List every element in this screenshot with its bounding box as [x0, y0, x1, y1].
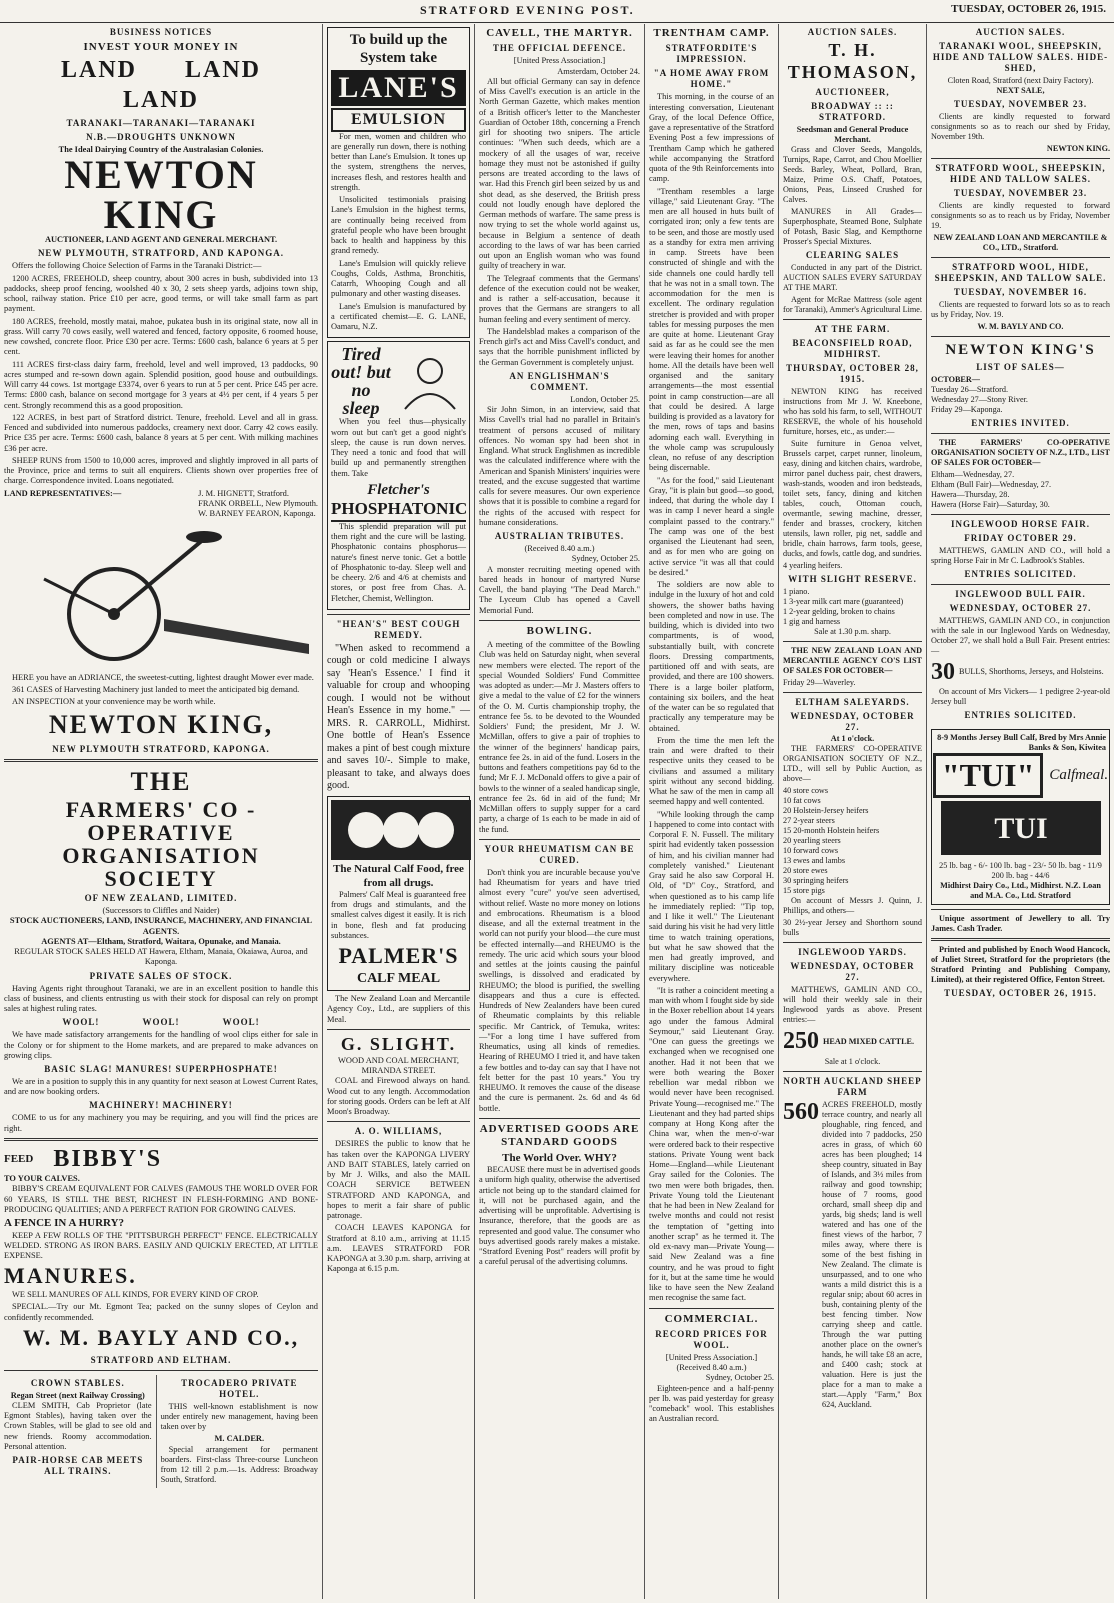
taranaki-wool-heading: TARANAKI WOOL, SHEEPSKIN, HIDE AND TALLOW SALES. HIDE-SHED, — [932, 40, 1109, 73]
kneebone-sale-text: NEWTON KING has received instructions from Mr J. W. Kneebone, who has sold his farm, to sell, WITHOUT RESERVE, the whole of his household furniture, horses, etc., as under:— — [783, 386, 922, 436]
section-heading: BUSINESS NOTICES — [109, 27, 213, 37]
coach-text: COACH LEAVES KAPONGA for Stratford at 8.10 a.m., arriving at 11.15 a.m. LEAVES STRATFORD FOR KAPONGA at 3.30 p.m. sharp, arriving at Kaponga at 6.15 p.m. — [327, 1223, 470, 1274]
newton-kings-heading: NEWTON KING'S — [945, 341, 1096, 358]
cavell-text2: The Telegraaf comments that the Germans' defence of the execution could not be weaker, and is rather a self-accusation, because it proves that the Germans are strangers to all human feeling and every sentiment of mercy. — [479, 273, 640, 324]
agent-text: Agent for McRae Mattress (sole agent for Taranaki), Ammer's Agricultural Lime. — [783, 294, 922, 314]
calf-meal-logo: CALF MEAL — [356, 971, 441, 987]
sale-item: Hawera (Horse Fair)—Saturday, 30. — [931, 499, 1050, 509]
newton-king-signature: NEWTON KING. — [1046, 143, 1110, 153]
cavell-text3: The Handelsblad makes a comparison of the French girl's act and Miss Cavell's conduct, and says that the horrible punishment inflicted by the German Government is completely unjust. — [479, 326, 640, 367]
farm-listing: 1200 ACRES, FREEHOLD, sheep country, about 300 acres in bush, subdivided into 13 paddocks, sheep proof fencing, woolshed 40 x 30, 2 sets sheep yards, adjoins town ship, school, railway station. Price £10 per acre, good terms, or will take small farm as part payment. — [4, 273, 318, 314]
rheumatism-heading: YOUR RHEUMATISM CAN BE CURED. — [484, 843, 635, 865]
acres-count: 560 — [783, 1098, 819, 1125]
fence-heading: A FENCE IN A HURRY? — [4, 1217, 125, 1230]
eltham-saleyards: ELTHAM SALEYARDS. — [795, 696, 910, 707]
midhirst-dairy: Midhirst Dairy Co., Ltd., Midhirst. N.Z. Loan and M.A. Co., Ltd. Stratford — [940, 881, 1101, 900]
commercial-heading: COMMERCIAL. — [664, 1312, 759, 1325]
wool-prices-heading: RECORD PRICES FOR WOOL. — [655, 1328, 768, 1350]
tui-logo: "TUI" — [933, 753, 1043, 798]
slight-heading: G. SLIGHT. — [340, 1033, 457, 1054]
simon-text: Sir John Simon, in an interview, said that Miss Cavell's trial had no parallel in Britain's treatment of persons accused of military offences. No woman spy had been shot in England. What struck Englishmen as incredible was the calculated indifference where with the American and Spanish Ministers' inquiries were treated, and the excuse suggested that wartime calls for severe measures. Our own experience shows that it is possible to combine a regard for the rights of the accused with respect for humane considerations. — [479, 405, 640, 527]
manures-heading: MANURES. — [4, 1263, 137, 1289]
fcos-sale-text: THE FARMERS' CO-OPERATIVE ORGANISATION SOCIETY OF N.Z., LTD., will sell by Public Auction, as above— — [783, 744, 922, 784]
reserve-line: WITH SLIGHT RESERVE. — [788, 573, 917, 584]
ideal-country: The Ideal Dairying Country of the Australasian Colonies. — [58, 144, 264, 154]
advertised-goods-heading: ADVERTISED GOODS ARE STANDARD GOODS — [479, 1122, 640, 1149]
newton-king-heading: NEWTON KING, — [48, 710, 274, 740]
nzl-item: Friday 29—Waverley. — [783, 677, 856, 687]
slag-text: We are in a position to supply this in any quantity for next season at Lowest Current Rates, and are now booking orders. — [4, 1076, 318, 1097]
trentham-text: "It is rather a coincident meeting a man with whom I fought side by side in the Boxer rebellion about 14 years ago under the famous Admiral Seymour," said Lieutenant Gray. "One can guess the greetings we exchanged when we recognised one another. Had it not been that we were both wearing the Boxer rebellion war medal ribbon we would never have been recognised. Private Young—recognised me." The Lieutenant and they had parted ships company at Hong Kong after the China war, when the men-o'-war were ordered back to their respective stations. Private Young went back Home—England—while Lieutenant Gray sailed for the Colonies. The two men were both brigades, then. Private Young told the Lieutenant that he had been in New Zealand for twelve months and could not resist the temptation of "getting into another scrap" as he termed it. The old ex-navy man—Private Young—said New Zealand was a fine country, and he was proud to fight for it, but at the same time he would like to have seen the New Zealand men recognise the same fact. — [649, 985, 774, 1303]
towns-line: NEW PLYMOUTH, STRATFORD, AND KAPONGA. — [37, 248, 285, 259]
taranaki-wool-date: TUESDAY, NOVEMBER 23. — [953, 98, 1088, 109]
special-tea: SPECIAL.—Try our Mt. Egmont Tea; packed on the sunny slopes of Ceylon and confidently recommended. — [4, 1302, 318, 1322]
cavell-heading: CAVELL, THE MARTYR. — [486, 27, 633, 39]
taranaki-wool-text2: Clients are kindly requested to forward consignments so as to reach our shed by Friday, November 19th. — [931, 111, 1110, 141]
bulls-count: 30 — [931, 658, 955, 685]
sale-time: Sale at 1.30 p.m. sharp. — [814, 626, 891, 636]
lanes-text3: Lane's Emulsion will quickly relieve Coughs, Colds, Asthma, Bronchitis, Catarrh, Whooping Cough and all pulmonary and other wasting diseases. — [331, 258, 466, 299]
fcos-nz: OF NEW ZEALAND, LIMITED. — [84, 893, 238, 904]
crown-location: Regan Street (next Railway Crossing) — [10, 1390, 145, 1400]
bibby-text: BIBBY'S CREAM EQUIVALENT FOR CALVES (FAMOUS THE WORLD OVER FOR 60 YEARS, IS STILL THE BEST, RICHEST IN FLESH-FORMING AND BONE-PRODUCING QUALITIES; AND A PERFECT RATION FOR GROWING CALVES. — [4, 1184, 318, 1214]
sale-item: Eltham—Wednesday, 27. — [931, 469, 1015, 479]
invest-heading: INVEST YOUR MONEY IN — [83, 40, 239, 53]
fcos-successors: (Successors to Cliffles and Naider) — [102, 906, 220, 916]
cattle-count: 250 — [783, 1028, 819, 1055]
fcos-stock: STOCK AUCTIONEERS, LAND, INSURANCE, MACHINERY, AND FINANCIAL AGENTS. — [9, 916, 313, 936]
crown-text: CLEM SMITH, Cab Proprietor (late Egmont Stables), having taken over the Crown Stables, will be glad to see old and new friends. Roomy accommodation. Personal attention. — [4, 1400, 152, 1451]
quinn-text: On account of Messrs J. Quinn, J. Phillips, and others— — [783, 896, 922, 916]
tui-prices: 25 lb. bag - 6/- 100 lb. bag - 23/- 50 lb. bag - 11/9 200 lb. bag - 44/6 — [939, 861, 1102, 880]
paper-title: STRATFORD EVENING POST. — [420, 3, 635, 17]
farm-offers: Offers the following Choice Selection of Farms in the Taranaki District:— — [12, 261, 262, 271]
calf-food-text: Palmers' Calf Meal is guaranteed free from drugs and stimulants, and the smallest calves digest it easily. It is rich in bone, flesh and fat producing substances. — [331, 889, 466, 940]
palmers-agents: The New Zealand Loan and Mercantile Agency Coy., Ltd., are suppliers of this Meal. — [327, 994, 470, 1024]
north-auckland-heading: NORTH AUCKLAND SHEEP FARM — [783, 1075, 922, 1097]
auctioneer-line: AUCTIONEER, LAND AGENT AND GENERAL MERCHANT. — [44, 235, 278, 245]
bowling-text: A meeting of the committee of the Bowling Club was held on Saturday night, when several new members were elected. The report of the special Wounded Soldiers' Fund Committee was adopted as under:—Mr J. Masters offers to give a medal to the value of £2 for the winners of the O. M. Curtis championship trophy, the entrance fee 5s. to be devoted to the Wounded Soldiers' Fund; the president, Mr J. W. McMillan, offers to give a pair of trophies to the winner of the beginners' handicap pairs, entrance fee 2s. in aid of the fund. Losers in the buttons and feathers competitions pay 6d to the fund; Mr F. J. McDonald offers to give a pair of bowls to the winner of a sealed handicap single, entrance fee 2s. 6d in aid of the fund; Mr McMillan offers to supply supper for a card party, a charge of 1s each to be made in aid of the fund. — [479, 640, 640, 834]
stock-item: 10 fat cows — [783, 796, 821, 806]
dateline: Sydney, October 25. — [705, 1373, 774, 1383]
fcos-agents: AGENTS AT—Eltham, Stratford, Waitara, Opunake, and Manaia. — [41, 936, 281, 946]
october-label: OCTOBER— — [931, 374, 980, 384]
column-auction-sales-2 — [926, 24, 1114, 1599]
sale-item: Hawera—Thursday, 28. — [931, 489, 1010, 499]
trocadero-text2: Special arrangement for permanent boarders. First-class Three-course Luncheon from 12 till 2 p.m.—1s. Address: Broadway South, Stratford. — [160, 1444, 318, 1485]
fence-text: KEEP A FEW ROLLS OF THE "PITTSBURGH PERFECT" FENCE. ELECTRICALLY WELDED. STRONG AS IRON BARS. EASILY AND QUICKLY ERECTED, AT LITTLE EXPENSE. — [4, 1230, 318, 1261]
newton-king-logo: NEWTON KING — [64, 152, 258, 238]
lanes-text2: Unsolicited testimonials praising Lane's Emulsion in the highest terms, are continually being received from grateful people who have been brought back to health and happiness by this grand remedy. — [331, 195, 466, 256]
fcos-title: FARMERS' CO - OPERATIVE ORGANISATION SOCIETY — [62, 796, 260, 891]
bulls-label: BULLS, Shorthorns, Jerseys, and Holsteins. — [959, 667, 1104, 677]
furniture-list: Suite furniture in Genoa velvet, Brussels carpet, carpet runner, linoleum, easy, dining and kitchen chairs, wardrobe, mirror panel duchess pair, chest drawers, wash-stands, wooden and iron bedsteads, toilet sets, fancy, dining and kitchen tables, couch, Ottoman couch, overmantle, sewing machine, dresser, fender and brasses, crockery, kitchen utensils, lawn roller, pig net, saddle and bridle, chain harrows, farm tools, geese, ducks, and fowls, cattle dog, and sundries. — [783, 438, 922, 558]
stock-item: 15 20-month Holstein heifers — [783, 826, 880, 836]
reps-label: LAND REPRESENTATIVES:— — [4, 488, 122, 498]
quinn-item: 30 2½-year Jersey and Shorthorn sound bulls — [783, 918, 922, 938]
lot-item: 1 3-year milk cart mare (guaranteed) — [783, 596, 904, 606]
heans-text: "When asked to recommend a cough or cold medicine I always say 'Hean's Essence.' I find it valuable for croup and whooping cough. I would not be without Hean's Essence in my home." —MRS. R. CARROLL, Midhirst. One bottle of Hean's Essence makes a pint of best cough mixture and saves 10/-. Simple to make, pleasant to take, and always does good. — [327, 642, 470, 792]
tui-calfmeal: Calfmeal. — [1049, 767, 1109, 784]
trocadero-heading: TROCADERO PRIVATE HOTEL. — [181, 1377, 298, 1399]
stratford-wool-date: TUESDAY, NOVEMBER 23. — [953, 187, 1088, 198]
cases-text: 361 CASES of Harvesting Machinery just landed to meet the anticipated big demand. — [12, 684, 300, 694]
stock-item: 20 Holstein-Jersey heifers — [783, 806, 869, 816]
crown-stables: CROWN STABLES. — [30, 1377, 125, 1388]
lanes-text4: Lane's Emulsion is manufactured by a certificated chemist—E. G. LANE, Oamaru, N.Z. — [331, 301, 466, 332]
printer-imprint: Printed and published by Enoch Wood Hancock, of Juliet Street, Stratford for the proprietors (the Stratford Printing and Publishing Company, Limited), at their registered Office, Fenton Street. — [931, 945, 1110, 984]
stratford-wool2-date: TUESDAY, NOVEMBER 16. — [953, 286, 1088, 297]
seedsman-line: Seedsman and General Produce Merchant. — [796, 124, 909, 144]
column-adverts — [322, 24, 474, 1599]
broadway-line: BROADWAY :: :: STRATFORD. — [811, 100, 894, 122]
williams-heading: A. O. WILLIAMS, — [354, 1126, 443, 1137]
lanes-text: For men, women and children who are generally run down, there is nothing better than Lane's Emulsion. It tones up the system, strengthens the nerves, increases flesh, and restores health and strength. — [331, 131, 466, 192]
machinery-text: COME to us for any machinery you may be requiring, and you will find the prices are right. — [4, 1113, 318, 1133]
trentham-text: "While looking through the camp I happened to come into contact with Corporal F. N. Fussell. The military spirit had evidently taken possession of him, and his civilian manner had completely vanished." Lieutenant Gray said he also saw Corporal H. Old, of "D" Coy., Stratford, and when questioned as to his camp life he immediately replied: "Tip top, and I like it well." The Lieutenant said during his visit he had very little time to watch training operations, but what he saw showed that the men had greatly improved, and military discipline was noticeable everywhere. — [649, 809, 774, 983]
fcos-list: THE FARMERS' CO-OPERATIVE ORGANISATION SOCIETY OF N.Z., LTD., LIST OF SALES FOR OCTOBER— — [931, 437, 1110, 467]
feed-label: FEED — [4, 1152, 34, 1165]
trentham-text: "Trentham resembles a large village," said Lieutenant Gray. "The men are all housed in huts built of corrigated iron; only a few tents are to be seen, and those are mostly used as a standby for extra men arriving in camp. Streets have been constructed of shingle and with the side channels one could hardly tell that he was not in a small town. The accommodation for the men is excellent. The ordinary regulation stretcher is provided and with proper tables for messing purposes the men are quite at home. Lieutenant Gray said as far as he could see the men were leaving their homes for another home. All the details have been well organised and the sanitary arrangements—the most essential point in camp construction—are all that could be desired. A large building is provided as a lavatory for the men, rows of taps and basins adorning each wall. Everything in the whole camp was scrupulously clean, no refuse of any description being discernable. — [649, 186, 774, 473]
cavell-text: All but official Germany can say in defence of Miss Cavell's execution is an article in the North German Gazette, which makes mention of a British officer's letter to the Manchester Guardian of October 18th, concerning a French girl for shooting two snipers. The article continues: "When such deeds, which are a mockery of all the usages of war, receive homage they must not be astonished if guilty persons are treated according to the laws of war. Had this French girl been seized by us and shot dead, as she deserved, the British press could not loudly enough have deplored the German methods of warfare. The same press is now trying to set the whole world against us, because in Belgium a sentence of death according to the laws of war has been carried out upon an English woman who was found guilty of treachery in war. — [479, 76, 640, 271]
bayly-sub: STRATFORD AND ELTHAM. — [90, 1354, 232, 1365]
calves-line: TO YOUR CALVES. — [4, 1174, 80, 1184]
stock-item: 13 ewes and lambs — [783, 856, 846, 866]
pair-horse-cab: PAIR-HORSE CAB MEETS ALL TRAINS. — [12, 1455, 144, 1477]
private-sales: PRIVATE SALES OF STOCK. — [89, 970, 233, 981]
eltham-time: At 1 o'clock. — [830, 734, 875, 744]
auction-sales-header: AUCTION SALES. — [975, 27, 1066, 37]
rep-name: FRANK ORBELL, New Plymouth. — [198, 498, 318, 508]
towns-line: NEW PLYMOUTH STRATFORD, KAPONGA. — [52, 744, 270, 755]
nzl-signature: NEW ZEALAND LOAN AND MERCANTILE & CO., LTD., Stratford. — [933, 232, 1108, 252]
seeds-text: Grass and Clover Seeds, Mangolds, Turnips, Rape, Carrot, and Chou Moellier Seeds. Barley, Wheat, Pollard, Bran, Maize, Prime O.S. Chaff, Potatoes, Onions, Peas, Linseed Crushed for Calves. — [783, 144, 922, 204]
bull-fair-heading: INGLEWOOD BULL FAIR. — [955, 588, 1086, 599]
calf-food-heading: The Natural Calf Food, free from all drugs. — [333, 863, 464, 889]
dateline: Sydney, October 25. — [571, 554, 640, 564]
world-over: The World Over. WHY? — [502, 1151, 617, 1164]
stock-item: 40 store cows — [783, 786, 829, 796]
column-business-notices — [0, 24, 322, 1599]
rep-name: J. M. HIGNETT, Stratford. — [198, 488, 289, 498]
horse-fair-text: MATTHEWS, GAMLIN AND CO., will hold a spring Horse Fair in Mr C. Ladbrook's Stables. — [931, 545, 1110, 565]
bayly-heading: W. M. BAYLY AND CO., — [22, 1324, 300, 1350]
inspection-text: AN INSPECTION at your convenience may be worth while. — [12, 697, 216, 707]
land-heading: LAND LAND LAND — [60, 57, 261, 113]
stratford-wool-heading: STRATFORD WOOL, SHEEPSKIN, HIDE AND TALLOW SALES. — [935, 162, 1106, 184]
mower-illustration — [4, 519, 314, 669]
calves-illustration — [331, 800, 471, 860]
emulsion-logo: EMULSION — [331, 108, 466, 132]
inglewood-yards: INGLEWOOD YARDS. — [798, 947, 907, 958]
bull-fair-date: WEDNESDAY, OCTOBER 27. — [949, 602, 1092, 613]
lot-item: 4 yearling heifers. — [783, 560, 843, 570]
manures-text: WE SELL MANURES OF ALL KINDS, FOR EVERY KIND OF CROP. — [12, 1290, 259, 1300]
sale-item: Eltham (Bull Fair)—Wednesday, 27. — [931, 479, 1052, 489]
issue-date: TUESDAY, OCTOBER 26, 1915. — [951, 3, 1106, 15]
masthead — [0, 0, 1114, 23]
palmers-logo: PALMER'S — [338, 943, 459, 969]
machinery-heading: MACHINERY! MACHINERY! — [89, 1100, 233, 1111]
column-auction-sales-1 — [778, 24, 926, 1599]
stock-item: 20 store ewes — [783, 866, 828, 876]
lanes-logo: LANE'S — [331, 70, 466, 107]
stock-item: 10 forward cows — [783, 846, 839, 856]
private-text: Having Agents right throughout Taranaki, we are in an excellent position to handle this class of business, and clients entrusting us with their stock for disposal can rely on prompt sales at highest ruling rates. — [4, 983, 318, 1014]
trentham-text: This morning, in the course of an interesting conversation, Lieutenant Gray, of the local Defence Office, gave a representative of the Stratford Evening Post a few impressions of Trentham Camp which he gathered while accompanying the Stratford quota of the 9th Reinforcements into camp. — [649, 92, 774, 184]
adriance-text: HERE you have an ADRIANCE, the sweetest-cutting, lightest draught Mower ever made. — [12, 672, 314, 682]
stratford-wool2-text: Clients are requested to forward lots so as to reach us by Friday, Nov. 19. — [931, 299, 1110, 319]
droughts-line: N.B.—DROUGHTS UNKNOWN — [86, 131, 236, 142]
tired-text: When you feel thus—physically worn out but can't get a good night's sleep, the cause is run down nerves. They need a tonic and food that will build up and permanently strengthen them. Take — [331, 417, 466, 478]
cattle-time: Sale at 1 o'clock. — [824, 1056, 881, 1066]
bayly-signature: W. M. BAYLY AND CO. — [977, 321, 1064, 331]
trentham-heading: TRENTHAM CAMP. — [653, 27, 770, 39]
phosphatonic-text: This splendid preparation will put them right and the cure will be lasting. Phosphatonic contains phosphorus—nature's finest nerve tonic. Get a bottle of Phosphatonic to-day. Sleep well and be cheery. 2/6 and 4/6 at chemists and stores, or post free from Chas. A. Fletcher, Chemist, Wellington. — [331, 521, 466, 603]
sale-item: Friday 29—Kaponga. — [931, 404, 1003, 414]
nzl-list: THE NEW ZEALAND LOAN AND MERCANTILE AGENCY CO'S LIST OF SALES FOR OCTOBER— — [783, 645, 922, 675]
inglewood-date: WEDNESDAY, OCTOBER 27. — [790, 961, 915, 983]
slight-text: COAL and Firewood always on hand. Wood cut to any length. Accommodation for storing goods. Orders can be left at Alf Moon's Broadway. — [327, 1076, 470, 1117]
horse-fair-date: FRIDAY OCTOBER 29. — [964, 532, 1077, 543]
stock-item: 27 2-year steers — [783, 816, 835, 826]
heans-heading: "HEAN'S" BEST COUGH REMEDY. — [336, 618, 461, 640]
farm-listing: 111 ACRES first-class dairy farm, freehold, level and well improved, 13 paddocks, 90 acres stumped and re-sown down again. Splendid position, good house and outbuildings. Will carry 44 cows. 1st mortgage £3374, over 6 years to run at 5 per cent. Price £45 per acre. Terms: £800 cash, balance on second mortgage for 3 years at 4½ per cent, if 4 years 5 per cent. Strongly recommend this as a good proposition. — [4, 359, 318, 410]
tui-bull-calf: 8-9 Months Jersey Bull Calf, Bred by Mrs Annie Banks & Son, Kiwitea — [937, 732, 1106, 752]
stock-item: 30 springing heifers — [783, 876, 849, 886]
lot-item: 1 gig and harness — [783, 616, 841, 626]
wool-text: We have made satisfactory arrangements for the handling of wool clips either for sale in the Colony or for shipment to the Home markets, and are prepared to make advances on growing clips. — [4, 1030, 318, 1060]
trentham-text: "As for the food," said Lieutenant Gray, "it is plain but good—so good, indeed, that during the whole day I was in camp I never heard a single complaint passed to the contrary." The camp was one of the best organised the Lieutenant had seen, and as for men who are going on active service "it was all that could be desired." — [649, 475, 774, 577]
column-news-trentham — [644, 24, 778, 1599]
bibbys-heading: BIBBY'S — [53, 1145, 163, 1172]
calder-name: M. CALDER. — [214, 1434, 265, 1444]
land-reps — [4, 489, 318, 520]
sleepless-figure — [395, 351, 465, 411]
rep-name: W. BARNEY FEARON, Kaponga. — [198, 509, 316, 519]
list-of-sales: LIST OF SALES— — [976, 361, 1065, 372]
stock-item: 15 store pigs — [783, 886, 825, 896]
manures-text: MANURES in All Grades—Superphosphate, Steamed Bone, Sulphate of Potash, Basic Slag, and Kempthorne Prosser's Special Mixtures. — [783, 206, 922, 246]
rheumatism-text: Don't think you are incurable because you've had Rheumatism for years and have tried almost every "cure" you've seen advertised, without relief. Waste no more money on lotions and embrocations. Rheumatism is a blood disease, and all the external treatment in the world can not purify your blood—the cure must be effected internally—and RHEUMO is the remedy. The uric acid which sours your blood and settles at the joints causing the painful swellings, is dissolved and eradicated by RHEUMO; the blood is purified, the swelling disappears and thus a cure is effected. Hundreds of New Zealanders have been cured of Rheumatic complaints by this reliable specific. Mr Cantrick, of Temuka, writes:—"For a long time I have suffered from Rheumatics, using all kinds of remedies. Hearing of RHEUMO I tried it, and have taken a few bottles and to-day can say that I have not felt better for the past 10 years." You try RHEUMO. It removes the cause of the disease and the cure is permanent. 2s. 6d and 4s 6d bottle. — [479, 867, 640, 1113]
footer-date: TUESDAY, OCTOBER 26, 1915. — [944, 988, 1097, 998]
stratford-wool2-heading: STRATFORD WOOL, HIDE, SHEEPSKIN, AND TALLOW SALE. — [934, 261, 1107, 283]
sale-item: Tuesday 26—Stratford. — [931, 384, 1009, 394]
bull-fair-text: MATTHEWS, GAMLIN AND CO., in conjunction with the sale in our Inglewood Yards on Wednesday, October 27, we shall hold a Bull Fair. Present entries:— — [931, 615, 1110, 655]
trentham-text: The soldiers are now able to indulge in the luxury of hot and cold showers, the shower baths having been completed and now in use. The building, which is divided into two compartments, is of wood, substantially built, with concrete floors. Dressing compartments, partitioned off and with seats, are provided, and there are 100 showers. There is a large boiler platform, containing six boilers, and the heat of the water can be so regulated that practically any temperature may be obtained. — [649, 580, 774, 733]
matthews-text: MATTHEWS, GAMLIN AND CO., will hold their weekly sale in their Inglewood yards as above. Present entries:— — [783, 985, 922, 1025]
sheep-runs: SHEEP RUNS from 1500 to 10,000 acres, improved and slightly improved in all parts of the Province, price and terms to suit all enquirers. Clients shown over properties free of charge. Correspondence invited. Loans negotiated. — [4, 455, 318, 486]
svg-text:TUI: TUI — [993, 812, 1048, 845]
auction-sales-header: AUCTION SALES. — [807, 27, 898, 37]
tributes-text: A monster recruiting meeting opened with bared heads in honour of martyred Nurse Cavell, the band playing "The Dead March." The Lyceum Club has opened a Cavell Memorial Fund. — [479, 564, 640, 615]
jewellery-notice: Unique assortment of Jewellery to all. Try James. Cash Trader. — [931, 914, 1110, 933]
next-sale: NEXT SALE, — [996, 85, 1045, 95]
vickers-text: On account of Mrs Vickers— 1 pedigree 2-year-old Jersey bull — [931, 687, 1110, 706]
upa-credit: [United Press Association.] — [665, 1352, 758, 1362]
dateline: London, October 25. — [570, 394, 640, 404]
wool-prices-text: Eighteen-pence and a half-penny per lb. was paid yesterday for greasy "comeback" wool. This establishes an Australian record. — [649, 1383, 774, 1424]
farm-listing: 122 ACRES, in best part of Stratford district. Tenure, freehold. Level and all in grass. Fenced and subdivided into numerous paddocks, creamery next door. Carry 42 cows easily. Price £35 per acre. Terms: £600 cash, balance 8 years at 5 per cent. With milking machines £36 per acre. — [4, 412, 318, 453]
lanes-heading: To build up the System take — [349, 32, 448, 67]
received-time: (Received 8.40 a.m.) — [676, 1363, 747, 1373]
dateline: Amsterdam, October 24. — [557, 66, 640, 76]
clearing-text: Conducted in any part of the District. AUCTION SALES EVERY SATURDAY AT THE MART. — [783, 262, 922, 292]
lot-item: 1 piano. — [783, 586, 810, 596]
fcos-the: THE — [130, 767, 192, 796]
received-time: (Received 8.40 a.m.) — [524, 544, 595, 554]
cattle-label: HEAD MIXED CATTLE. — [823, 1037, 915, 1046]
trentham-text: From the time the men left the train and were drafted to their respective units they ceased to be civilians and assumed a military spirit without any second bidding. What he saw of the men in camp all seemed happy and well contented. — [649, 735, 774, 807]
fcos-yards: REGULAR STOCK SALES HELD AT Hawera, Eltham, Manaia, Okaiawa, Auroa, and Kaponga. — [14, 947, 308, 967]
eltham-date: WEDNESDAY, OCTOBER 27. — [790, 710, 915, 732]
slight-sub: WOOD AND COAL MERCHANT, MIRANDA STREET. — [338, 1055, 459, 1076]
trocadero-text: THIS well-known establishment is now under entirely new management, having been taken over by — [160, 1401, 318, 1432]
sale-date: THURSDAY, OCTOBER 28, 1915. — [786, 362, 919, 384]
englishman-heading: AN ENGLISHMAN'S COMMENT. — [509, 370, 610, 392]
advertised-goods-text: BECAUSE there must be in advertised goods a uniform high quality, otherwise the advertised article not being up to the standard claimed for it, will not be purchased again, and the advertising will be unprofitable. Advertising is Insurance, therefore, that the goods are as represented and good value. The consumer who buys advertised goods rarely makes a mistake. "Stratford Evening Post" readers will profit by a careful perusal of the advertising columns. — [479, 1165, 640, 1267]
tui-sack-illustration — [936, 798, 1106, 858]
entries-solicited: ENTRIES SOLICITED. — [964, 568, 1077, 579]
taranaki-line: TARANAKI—TARANAKI—TARANAKI — [66, 117, 256, 128]
clearing-sales: CLEARING SALES — [805, 249, 900, 260]
slag-heading: BASIC SLAG! MANURES! SUPERPHOSPHATE! — [44, 1064, 278, 1074]
stock-item: 20 yearling steers — [783, 836, 841, 846]
tired-heading: Tired out! but no sleep — [331, 344, 391, 419]
horse-fair-heading: INGLEWOOD HORSE FAIR. — [950, 518, 1091, 529]
at-the-farm: AT THE FARM. — [814, 323, 891, 334]
farm-listing: 180 ACRES, freehold, mostly matai, mahoe, pukatea bush in its original state, now all in grass. Will carry 70 cows easily, well watered and fenced, factory opposite, 6 roomed house, new cowshed, concrete floor. Price £30 per acre. Terms: £600 cash, balance 6 years at 5 per cent. — [4, 316, 318, 357]
column-news-cavell — [474, 24, 644, 1599]
beaconsfield-road: BEACONSFIELD ROAD, MIDHIRST. — [792, 337, 913, 359]
upa-credit: [United Press Association.] — [513, 56, 606, 66]
taranaki-wool-text: Cloten Road, Stratford (next Dairy Factory). — [947, 75, 1094, 85]
stratford-wool-text: Clients are kindly requested to forward consignments so as to reach us by Friday, November 19. — [931, 200, 1110, 230]
williams-text: DESIRES the public to know that he has taken over the KAPONGA LIVERY AND BAIT STABLES, lately carried on by Mr J. Wilks, and also the MAIL COACH SERVICE BETWEEN STRATFORD AND KAPONGA, and hopes to merit a fair share of public patronage. — [327, 1139, 470, 1221]
wool-heading: WOOL! WOOL! WOOL! — [62, 1017, 260, 1028]
thomason-sub: AUCTIONEER, — [815, 86, 890, 97]
impression-heading: STRATFORDITE'S IMPRESSION. — [665, 43, 758, 65]
sale-item: Wednesday 27—Stony River. — [931, 394, 1028, 404]
tributes-heading: AUSTRALIAN TRIBUTES. — [494, 531, 625, 542]
lot-item: 1 2-year gelding, broken to chains — [783, 606, 895, 616]
official-defence: THE OFFICIAL DEFENCE. — [492, 43, 627, 54]
home-heading: "A HOME AWAY FROM HOME." — [653, 68, 770, 90]
thomason-heading: T. H. THOMASON, — [787, 39, 918, 82]
entries-invited: ENTRIES INVITED. — [971, 417, 1070, 428]
entries-solicited: ENTRIES SOLICITED. — [964, 710, 1077, 720]
bowling-heading: BOWLING. — [526, 624, 593, 637]
fletchers-logo: Fletcher's — [367, 481, 430, 498]
north-auckland-text: ACRES FREEHOLD, mostly terrace country, and nearly all ploughable, ring fenced, and divided into 7 paddocks, 250 acres in grass, of which 60 acres has been ploughed; 14 sheep country, situated in Bay of Islands, and 3½ miles from railway and good township; house of 7 rooms, good orchard, small sheep dip and yards, big sheds; land is well watered and has one of the finest views of the harbor, 7 miles away, where there is some of the best fishing in New Zealand. The climate is unsurpassed, and to one who wants a mild district this is a regular snip; about 60 acres in bush, containing plenty of the best fencing timber. Now carrying sheep and cattle. Through the war putting another place on the owner's hands, he will take £8 an acre, and £400 cash; stock at valuation. Here is just the place for a man to make a start.—Apply "Farm," Box 624, Auckland. — [822, 1099, 922, 1409]
phosphatonic-logo: PHOSPHATONIC — [331, 499, 466, 522]
